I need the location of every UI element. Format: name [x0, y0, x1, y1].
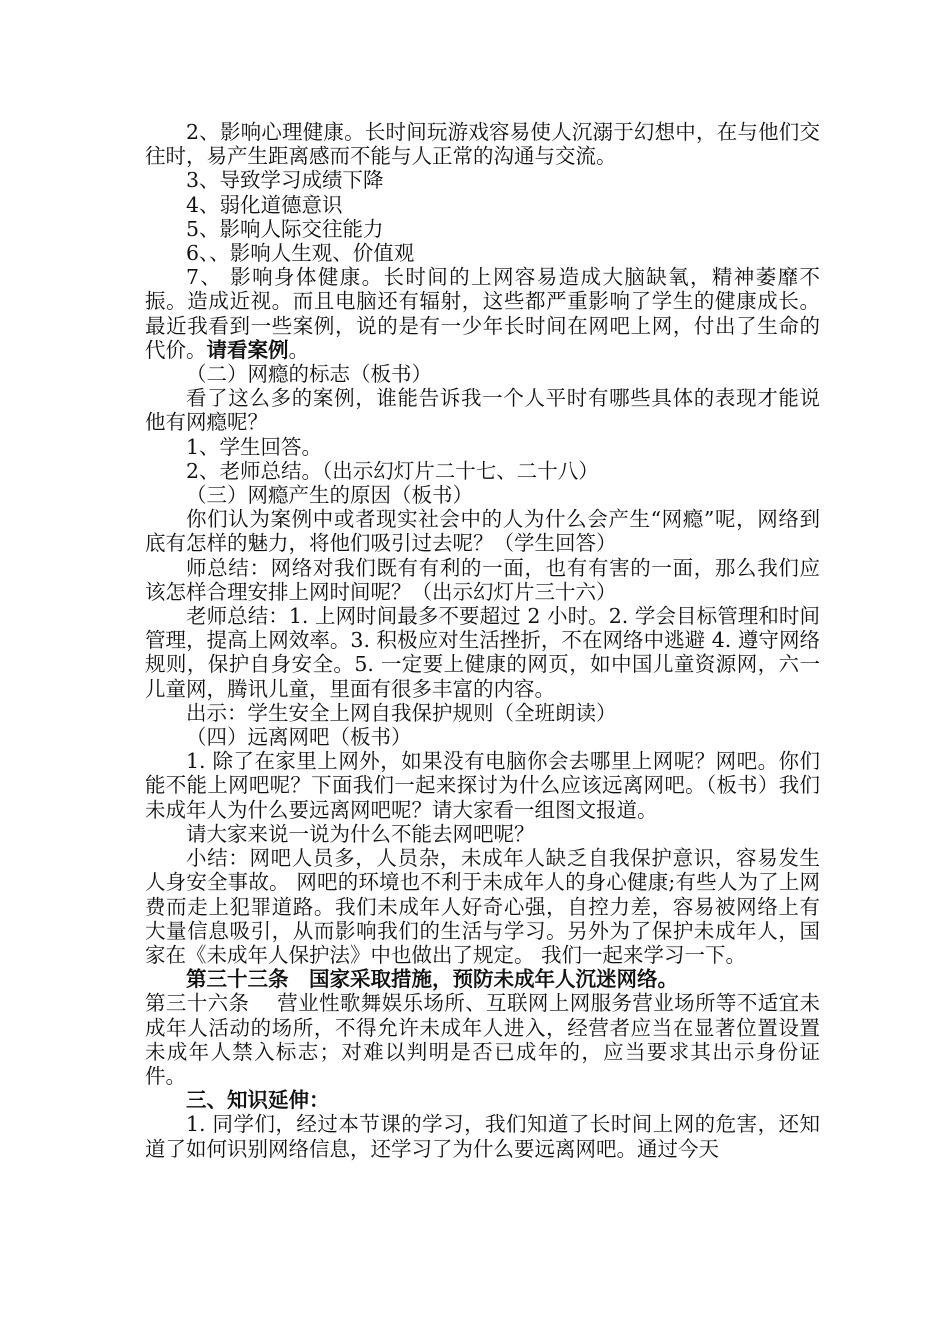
section-heading-extension: 三、知识延伸：	[186, 1088, 330, 1113]
paragraph-extension: 1. 同学们，经过本节课的学习，我们知道了长时间上网的危害，还知道了如何识别网络信息，还学习了为什么要远离网吧。通过今天	[145, 1112, 820, 1161]
paragraph-item-2: 2、影响心理健康。长时间玩游戏容易使人沉溺于幻想中，在与他们交往时，易产生距离感而不能与人正常的沟通与交流。	[145, 120, 820, 169]
paragraph-case-question: 看了这么多的案例，谁能告诉我一个人平时有哪些具体的表现才能说他有网瘾呢？	[145, 386, 820, 435]
paragraph-item-3: 3、导致学习成绩下降	[186, 168, 384, 193]
law-article-33: 第三十三条 国家采取措施，预防未成年人沉迷网络。	[186, 967, 678, 992]
paragraph-summary: 小结：网吧人员多，人员杂，未成年人缺乏自我保护意识，容易发生人身安全事故。 网吧的环境也不利于未成年人的身心健康;有些人为了上网费而走上犯罪道路。我们未成年人好奇心强，自控力差，容易被网络上有大量信息吸引，从而影响我们的生活与学习。另外为了保护未成年人，国家在《未成年人保护法》中也做出了规定。 我们一起来学习一下。	[145, 846, 820, 967]
paragraph-teacher-conclusion: 老师总结：1. 上网时间最多不要超过 2 小时。2. 学会目标管理和时间管理，提高上网效率。3. 积极应对生活挫折，不在网络中逃避 4. 遵守网络规则，保护自身安全。5. 一定要上健康的网页，如中国儿童资源网，六一儿童网，腾讯儿童，里面有很多丰富的内容。	[145, 604, 820, 701]
paragraph-item-7-emphasis: 请看案例	[206, 337, 289, 362]
document-body	[145, 120, 820, 1161]
paragraph-item-7	[145, 265, 820, 362]
paragraph-teacher-summary: 2、老师总结。（出示幻灯片二十七、二十八）	[186, 458, 599, 483]
paragraph-discussion-prompt: 请大家来说一说为什么不能去网吧呢？	[186, 821, 535, 846]
paragraph-item-7-text: 7、 影响身体健康。长时间的上网容易造成大脑缺氧，精神萎靡不振。造成近视。而且电脑还有辐射，这些都严重影响了学生的健康成长。最近我看到一些案例，说的是有一少年长时间在网吧上网，付出了生命的代价。	[145, 265, 820, 362]
paragraph-teacher-note: 师总结：网络对我们既有有利的一面，也有有害的一面，那么我们应该怎样合理安排上网时间呢？（出示幻灯片三十六）	[145, 555, 820, 604]
law-article-36: 第三十六条 营业性歌舞娱乐场所、互联网上网服务营业场所等不适宜未成年人活动的场所，不得允许未成年人进入，经营者应当在显著位置设置未成年人禁入标志；对难以判明是否已成年的，应当要求其出示身份证件。	[145, 991, 820, 1088]
paragraph-internet-cafe: 1. 除了在家里上网外，如果没有电脑你会去哪里上网呢？网吧。你们能不能上网吧呢？下面我们一起来探讨为什么应该远离网吧。（板书）我们未成年人为什么要远离网吧呢？请大家看一组图文报道。	[145, 749, 820, 822]
paragraph-show-rules: 出示：学生安全上网自我保护规则（全班朗读）	[186, 700, 617, 725]
paragraph-item-4: 4、弱化道德意识	[186, 192, 343, 217]
section-heading-three: （三）网瘾产生的原因（板书）	[186, 483, 473, 508]
paragraph-item-7-end: 。	[288, 337, 309, 362]
paragraph-item-6: 6、、影响人生观、价值观	[186, 241, 415, 266]
paragraph-item-5: 5、影响人际交往能力	[186, 216, 384, 241]
section-heading-two: （二）网瘾的标志（板书）	[186, 362, 432, 387]
section-heading-four: （四）远离网吧（板书）	[186, 725, 412, 750]
paragraph-causes-question: 你们认为案例中或者现实社会中的人为什么会产生“网瘾”呢，网络到底有怎样的魅力，将他们吸引过去呢？（学生回答）	[145, 507, 820, 556]
paragraph-student-answer: 1、学生回答。	[186, 434, 323, 459]
